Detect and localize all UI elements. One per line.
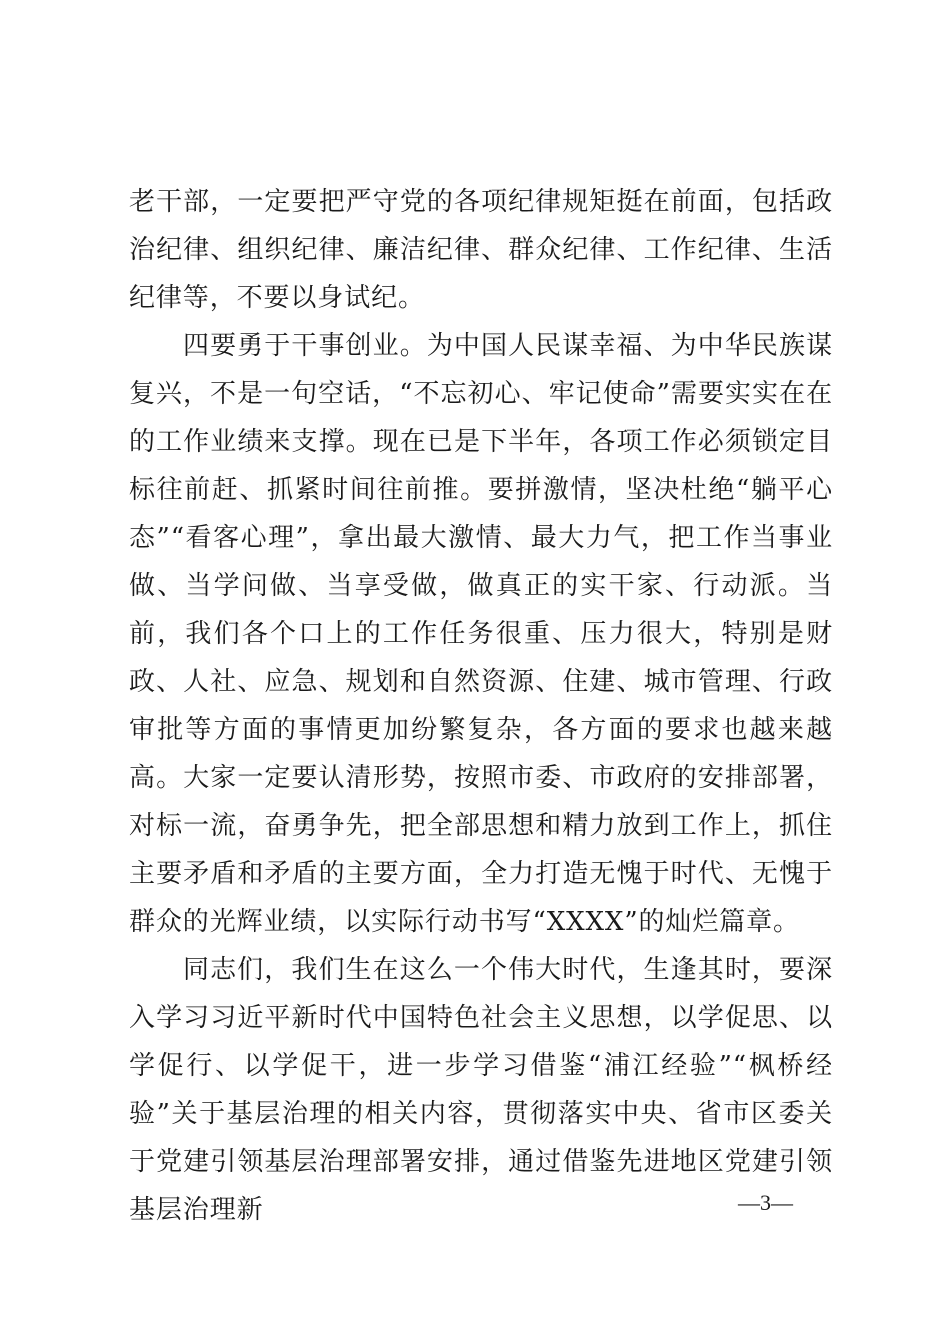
page-number: —3—: [738, 1190, 793, 1215]
paragraph-discipline: 老干部，一定要把严守党的各项纪律规矩挺在前面，包括政治纪律、组织纪律、廉洁纪律、群众纪律、工作纪律、生活纪律等，不要以身试纪。: [129, 187, 833, 313]
body-text: [129, 178, 833, 1234]
paragraph-entrepreneurship: 四要勇于干事创业。为中国人民谋幸福、为中华民族谋复兴，不是一句空话，“不忘初心、牢记使命”需要实实在在的工作业绩来支撑。现在已是下半年，各项工作必须锁定目标往前赶、抓紧时间往前推。要拼激情，坚决杜绝“躺平心态”“看客心理”，拿出最大激情、最大力气，把工作当事业做、当学问做、当享受做，做真正的实干家、行动派。当前，我们各个口上的工作任务很重、压力很大，特别是财政、人社、应急、规划和自然资源、住建、城市管理、行政审批等方面的事情更加纷繁复杂，各方面的要求也越来越高。大家一定要认清形势，按照市委、市政府的安排部署，对标一流，奋勇争先，把全部思想和精力放到工作上，抓住主要矛盾和矛盾的主要方面，全力打造无愧于时代、无愧于群众的光辉业绩，以实际行动书写“XXXX”的灿烂篇章。: [129, 331, 833, 937]
paragraph-comrades: 同志们，我们生在这么一个伟大时代，生逢其时，要深入学习习近平新时代中国特色社会主义思想，以学促思、以学促行、以学促干，进一步学习借鉴“浦江经验”“枫桥经验”关于基层治理的相关内容，贯彻落实中央、省市区委关于党建引领基层治理部署安排，通过借鉴先进地区党建引领基层治理新: [129, 955, 833, 1225]
